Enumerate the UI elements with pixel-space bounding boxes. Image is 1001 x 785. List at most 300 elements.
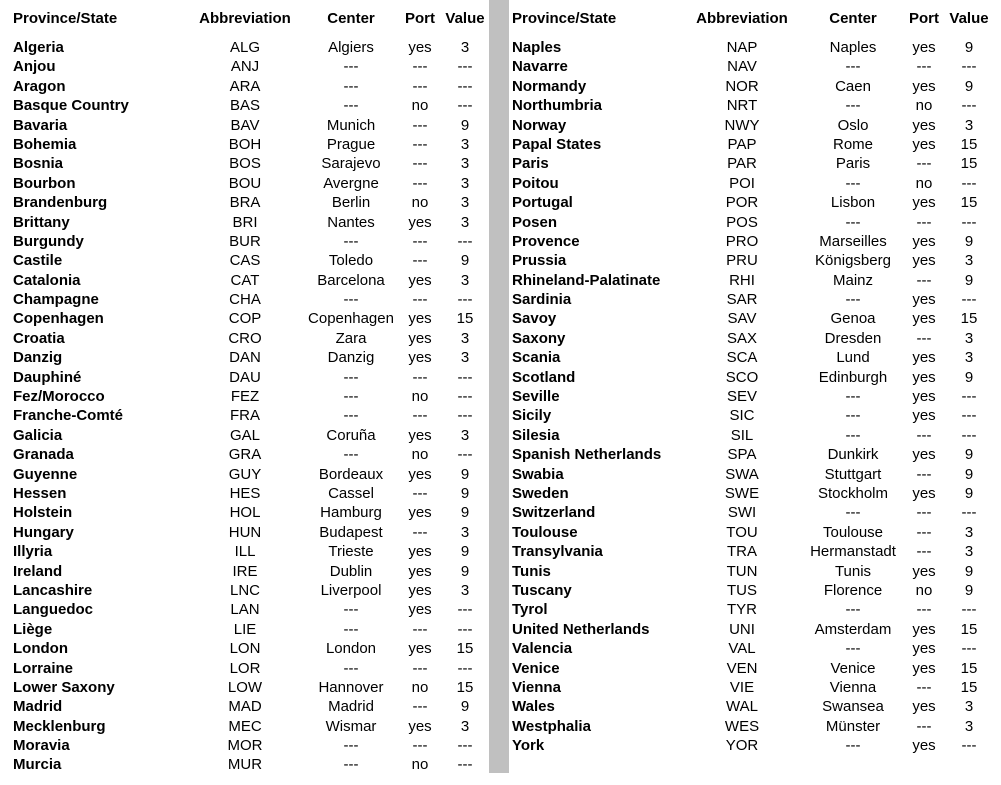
- header-province: Province/State: [512, 10, 617, 27]
- province-cell: Basque Country: [13, 97, 129, 115]
- province-cell: Tuscany: [512, 581, 572, 599]
- province-cell: Scotland: [512, 368, 576, 386]
- port-cell: ---: [412, 291, 428, 309]
- table-row: [509, 620, 1001, 639]
- center-cell: Stockholm: [817, 484, 889, 502]
- province-cell: Champagne: [13, 291, 99, 309]
- value-cell: 9: [964, 77, 974, 95]
- province-cell: Portugal: [512, 194, 573, 212]
- center-cell: Trieste: [328, 543, 374, 561]
- value-cell: 3: [964, 349, 974, 367]
- abbreviation-cell: GUY: [228, 465, 262, 483]
- table-row: [0, 465, 488, 484]
- value-cell: 3: [460, 135, 470, 153]
- value-cell: 3: [460, 523, 470, 541]
- port-cell: ---: [916, 504, 932, 522]
- abbreviation-cell: VAL: [728, 640, 756, 658]
- abbreviation-cell: SCO: [725, 368, 759, 386]
- port-cell: yes: [912, 291, 936, 309]
- value-cell: 3: [964, 329, 974, 347]
- port-cell: yes: [912, 368, 936, 386]
- table-row: [509, 387, 1001, 406]
- province-cell: Westphalia: [512, 717, 591, 735]
- port-cell: ---: [412, 620, 428, 638]
- province-cell: Vienna: [512, 678, 561, 696]
- value-cell: ---: [457, 601, 473, 619]
- table-row: [0, 542, 488, 561]
- port-cell: yes: [408, 329, 432, 347]
- table-row: [509, 639, 1001, 658]
- port-cell: yes: [408, 562, 432, 580]
- province-cell: Seville: [512, 388, 560, 406]
- abbreviation-cell: MEC: [228, 717, 262, 735]
- value-cell: 15: [960, 678, 978, 696]
- value-cell: ---: [961, 407, 977, 425]
- center-cell: Dunkirk: [827, 446, 879, 464]
- port-cell: no: [411, 756, 429, 774]
- value-cell: 15: [456, 310, 474, 328]
- province-cell: Granada: [13, 446, 74, 464]
- province-cell: Hessen: [13, 484, 67, 502]
- province-cell: York: [512, 737, 545, 755]
- abbreviation-cell: PAR: [727, 155, 757, 173]
- port-cell: yes: [912, 484, 936, 502]
- center-cell: ---: [343, 737, 359, 755]
- center-cell: Florence: [823, 581, 883, 599]
- province-cell: Languedoc: [13, 601, 94, 619]
- abbreviation-cell: ARA: [229, 77, 261, 95]
- center-cell: Danzig: [327, 349, 375, 367]
- table-row: [0, 116, 488, 135]
- abbreviation-cell: LON: [229, 640, 261, 658]
- value-cell: 9: [964, 271, 974, 289]
- center-cell: ---: [845, 407, 861, 425]
- center-cell: Stuttgart: [824, 465, 882, 483]
- center-cell: Marseilles: [819, 232, 887, 250]
- table-row: [509, 77, 1001, 96]
- value-cell: 9: [964, 562, 974, 580]
- value-cell: ---: [457, 291, 473, 309]
- province-cell: Sweden: [512, 484, 569, 502]
- value-cell: ---: [457, 620, 473, 638]
- center-cell: ---: [845, 174, 861, 192]
- center-cell: Liverpool: [320, 581, 382, 599]
- value-cell: ---: [457, 388, 473, 406]
- center-cell: Barcelona: [317, 271, 385, 289]
- center-cell: Toledo: [328, 252, 374, 270]
- table-row: [509, 213, 1001, 232]
- table-row: [0, 484, 488, 503]
- center-cell: ---: [845, 737, 861, 755]
- province-cell: Valencia: [512, 640, 573, 658]
- province-cell: Rhineland-Palatinate: [512, 271, 661, 289]
- header-port: Port: [405, 10, 435, 27]
- value-cell: 9: [460, 252, 470, 270]
- value-cell: 15: [456, 640, 474, 658]
- port-cell: no: [915, 581, 933, 599]
- center-cell: Coruña: [326, 426, 376, 444]
- column-divider: [489, 0, 509, 773]
- table-row: [509, 232, 1001, 251]
- abbreviation-cell: TUN: [726, 562, 758, 580]
- abbreviation-cell: SWA: [725, 465, 759, 483]
- table-row: [0, 736, 488, 755]
- value-cell: 3: [460, 194, 470, 212]
- abbreviation-cell: MAD: [228, 698, 262, 716]
- port-cell: ---: [916, 213, 932, 231]
- table-row: [509, 406, 1001, 425]
- right-table-body: [509, 38, 1001, 755]
- abbreviation-cell: MOR: [227, 737, 263, 755]
- table-row: [509, 271, 1001, 290]
- center-cell: ---: [343, 232, 359, 250]
- value-cell: 9: [460, 484, 470, 502]
- value-cell: ---: [961, 388, 977, 406]
- abbreviation-cell: PRO: [725, 232, 759, 250]
- table-row: [0, 309, 488, 328]
- province-cell: Burgundy: [13, 232, 84, 250]
- province-cell: Sardinia: [512, 291, 572, 309]
- port-cell: yes: [408, 640, 432, 658]
- abbreviation-cell: SAX: [726, 329, 758, 347]
- abbreviation-cell: NOR: [725, 77, 759, 95]
- port-cell: yes: [912, 194, 936, 212]
- center-cell: Prague: [326, 135, 376, 153]
- province-cell: Wales: [512, 698, 555, 716]
- header-center: Center: [327, 10, 375, 27]
- province-cell: Aragon: [13, 77, 66, 95]
- value-cell: 9: [964, 465, 974, 483]
- value-cell: ---: [961, 291, 977, 309]
- header-province: Province/State: [13, 10, 118, 27]
- table-row: [0, 581, 488, 600]
- port-cell: yes: [912, 737, 936, 755]
- port-cell: yes: [912, 446, 936, 464]
- value-cell: ---: [961, 640, 977, 658]
- province-cell: Castile: [13, 252, 63, 270]
- port-cell: yes: [408, 271, 432, 289]
- port-cell: ---: [412, 407, 428, 425]
- province-cell: Galicia: [13, 426, 63, 444]
- value-cell: 9: [964, 484, 974, 502]
- port-cell: ---: [916, 155, 932, 173]
- port-cell: yes: [408, 310, 432, 328]
- abbreviation-cell: SAR: [726, 291, 758, 309]
- abbreviation-cell: FEZ: [230, 388, 260, 406]
- value-cell: 3: [460, 426, 470, 444]
- abbreviation-cell: CHA: [229, 291, 261, 309]
- abbreviation-cell: TYR: [727, 601, 757, 619]
- abbreviation-cell: TOU: [726, 523, 758, 541]
- table-row: [509, 38, 1001, 57]
- abbreviation-cell: LAN: [230, 601, 260, 619]
- center-cell: Copenhagen: [308, 310, 394, 328]
- province-cell: Paris: [512, 155, 549, 173]
- port-cell: yes: [912, 620, 936, 638]
- value-cell: ---: [457, 737, 473, 755]
- port-cell: yes: [912, 232, 936, 250]
- center-cell: ---: [845, 213, 861, 231]
- abbreviation-cell: ALG: [229, 39, 261, 56]
- province-cell: Switzerland: [512, 504, 596, 522]
- value-cell: 15: [960, 155, 978, 173]
- table-row: [509, 174, 1001, 193]
- table-row: [509, 348, 1001, 367]
- center-cell: Tunis: [834, 562, 872, 580]
- port-cell: ---: [916, 523, 932, 541]
- abbreviation-cell: NRT: [726, 97, 758, 115]
- abbreviation-cell: TRA: [727, 543, 757, 561]
- province-cell: Toulouse: [512, 523, 578, 541]
- value-cell: 3: [460, 349, 470, 367]
- province-cell: Transylvania: [512, 543, 603, 561]
- value-cell: 15: [456, 678, 474, 696]
- center-cell: ---: [343, 407, 359, 425]
- center-cell: ---: [845, 388, 861, 406]
- left-table: [0, 0, 488, 775]
- port-cell: ---: [916, 678, 932, 696]
- port-cell: yes: [912, 349, 936, 367]
- abbreviation-cell: IRE: [232, 562, 258, 580]
- province-cell: Madrid: [13, 698, 63, 716]
- header-value: Value: [445, 10, 485, 27]
- table-row: [509, 697, 1001, 716]
- center-cell: ---: [343, 388, 359, 406]
- table-row: [509, 290, 1001, 309]
- province-cell: Lancashire: [13, 581, 93, 599]
- center-cell: Caen: [835, 77, 871, 95]
- abbreviation-cell: BOS: [229, 155, 261, 173]
- port-cell: ---: [916, 271, 932, 289]
- header-abbreviation: Abbreviation: [199, 10, 291, 27]
- center-cell: Naples: [829, 39, 877, 56]
- province-cell: Bavaria: [13, 116, 68, 134]
- center-cell: ---: [343, 97, 359, 115]
- port-cell: ---: [412, 523, 428, 541]
- value-cell: ---: [457, 58, 473, 76]
- table-row: [509, 581, 1001, 600]
- center-cell: Sarajevo: [321, 155, 381, 173]
- center-cell: ---: [845, 58, 861, 76]
- table-row: [0, 290, 488, 309]
- province-cell: Sicily: [512, 407, 552, 425]
- center-cell: Venice: [830, 659, 876, 677]
- abbreviation-cell: BUR: [229, 232, 261, 250]
- header-port: Port: [909, 10, 939, 27]
- table-row: [509, 96, 1001, 115]
- province-cell: Anjou: [13, 58, 56, 76]
- port-cell: yes: [912, 310, 936, 328]
- province-cell: Savoy: [512, 310, 557, 328]
- center-cell: ---: [845, 426, 861, 444]
- table-row: [509, 659, 1001, 678]
- center-cell: ---: [343, 756, 359, 774]
- abbreviation-cell: NWY: [724, 116, 760, 134]
- table-row: [0, 135, 488, 154]
- center-cell: ---: [845, 291, 861, 309]
- abbreviation-cell: SEV: [726, 388, 758, 406]
- table-row: [0, 406, 488, 425]
- abbreviation-cell: BAV: [230, 116, 260, 134]
- table-row: [0, 445, 488, 464]
- port-cell: yes: [912, 659, 936, 677]
- value-cell: 3: [460, 717, 470, 735]
- port-cell: ---: [412, 174, 428, 192]
- center-cell: Munich: [326, 116, 376, 134]
- center-cell: Hamburg: [320, 504, 382, 522]
- province-cell: Norway: [512, 116, 567, 134]
- abbreviation-cell: CAT: [230, 271, 260, 289]
- center-cell: Hannover: [318, 678, 384, 696]
- port-cell: yes: [912, 77, 936, 95]
- value-cell: 3: [964, 252, 974, 270]
- value-cell: ---: [961, 174, 977, 192]
- center-cell: Berlin: [331, 194, 371, 212]
- abbreviation-cell: MUR: [227, 756, 263, 774]
- table-row: [0, 193, 488, 212]
- province-cell: Moravia: [13, 737, 70, 755]
- province-cell: Danzig: [13, 349, 63, 367]
- port-cell: ---: [412, 116, 428, 134]
- value-cell: ---: [457, 232, 473, 250]
- value-cell: ---: [961, 97, 977, 115]
- table-row: [0, 174, 488, 193]
- center-cell: Madrid: [328, 698, 374, 716]
- center-cell: ---: [343, 659, 359, 677]
- port-cell: no: [411, 194, 429, 212]
- table-row: [0, 755, 488, 774]
- province-cell: Lorraine: [13, 659, 74, 677]
- center-cell: Budapest: [319, 523, 383, 541]
- province-cell: Venice: [512, 659, 560, 677]
- port-cell: yes: [912, 116, 936, 134]
- table-row: [509, 251, 1001, 270]
- port-cell: yes: [408, 601, 432, 619]
- value-cell: 3: [964, 698, 974, 716]
- center-cell: ---: [845, 97, 861, 115]
- value-cell: 9: [460, 698, 470, 716]
- abbreviation-cell: UNI: [729, 620, 755, 638]
- table-header: [0, 0, 488, 38]
- table-row: [509, 57, 1001, 76]
- value-cell: 9: [964, 39, 974, 56]
- center-cell: Cassel: [328, 484, 374, 502]
- port-cell: ---: [916, 601, 932, 619]
- center-cell: London: [325, 640, 377, 658]
- port-cell: yes: [408, 213, 432, 231]
- value-cell: 9: [460, 543, 470, 561]
- abbreviation-cell: ILL: [234, 543, 256, 561]
- abbreviation-cell: HOL: [229, 504, 261, 522]
- abbreviation-cell: LOR: [229, 659, 261, 677]
- value-cell: 15: [960, 194, 978, 212]
- value-cell: ---: [961, 504, 977, 522]
- center-cell: Königsberg: [815, 252, 891, 270]
- center-cell: Oslo: [837, 116, 869, 134]
- province-cell: Northumbria: [512, 97, 602, 115]
- province-cell: Dauphiné: [13, 368, 82, 386]
- abbreviation-cell: LOW: [227, 678, 263, 696]
- province-cell: Poitou: [512, 174, 559, 192]
- center-cell: ---: [845, 504, 861, 522]
- port-cell: ---: [412, 252, 428, 270]
- value-cell: 9: [964, 368, 974, 386]
- center-cell: Avergne: [323, 174, 379, 192]
- port-cell: no: [411, 446, 429, 464]
- province-cell: Franche-Comté: [13, 407, 124, 425]
- table-row: [509, 368, 1001, 387]
- table-row: [0, 38, 488, 57]
- abbreviation-cell: LIE: [233, 620, 257, 638]
- port-cell: yes: [408, 349, 432, 367]
- center-cell: ---: [343, 58, 359, 76]
- port-cell: yes: [912, 39, 936, 56]
- abbreviation-cell: POR: [725, 194, 759, 212]
- abbreviation-cell: NAV: [727, 58, 757, 76]
- province-cell: United Netherlands: [512, 620, 650, 638]
- abbreviation-cell: BOU: [228, 174, 262, 192]
- center-cell: Algiers: [328, 39, 374, 56]
- province-cell: Navarre: [512, 58, 568, 76]
- table-row: [509, 736, 1001, 755]
- table-row: [0, 251, 488, 270]
- value-cell: 9: [964, 446, 974, 464]
- table-row: [509, 426, 1001, 445]
- port-cell: no: [411, 388, 429, 406]
- table-row: [509, 717, 1001, 736]
- port-cell: yes: [408, 39, 432, 56]
- value-cell: 3: [964, 717, 974, 735]
- province-cell: Tunis: [512, 562, 551, 580]
- table-row: [0, 348, 488, 367]
- value-cell: ---: [961, 213, 977, 231]
- table-row: [0, 717, 488, 736]
- table-row: [509, 600, 1001, 619]
- value-cell: 3: [460, 213, 470, 231]
- center-cell: ---: [343, 601, 359, 619]
- abbreviation-cell: COP: [228, 310, 262, 328]
- port-cell: ---: [916, 329, 932, 347]
- port-cell: ---: [412, 737, 428, 755]
- abbreviation-cell: TUS: [727, 581, 757, 599]
- port-cell: ---: [412, 659, 428, 677]
- table-header: [509, 0, 1001, 38]
- table-row: [509, 542, 1001, 561]
- value-cell: 3: [964, 116, 974, 134]
- province-cell: Mecklenburg: [13, 717, 106, 735]
- value-cell: ---: [961, 737, 977, 755]
- value-cell: 9: [460, 465, 470, 483]
- center-cell: ---: [845, 601, 861, 619]
- province-cell: Fez/Morocco: [13, 388, 105, 406]
- abbreviation-cell: BOH: [228, 135, 262, 153]
- port-cell: yes: [912, 562, 936, 580]
- table-row: [0, 639, 488, 658]
- province-cell: Bourbon: [13, 174, 76, 192]
- abbreviation-cell: VIE: [729, 678, 755, 696]
- province-cell: Naples: [512, 39, 562, 56]
- province-cell: Hungary: [13, 523, 74, 541]
- center-cell: Rome: [832, 135, 874, 153]
- center-cell: Dresden: [824, 329, 882, 347]
- table-row: [0, 368, 488, 387]
- abbreviation-cell: BRI: [232, 213, 258, 231]
- abbreviation-cell: PAP: [727, 135, 757, 153]
- port-cell: yes: [912, 407, 936, 425]
- table-row: [0, 562, 488, 581]
- value-cell: 3: [964, 543, 974, 561]
- table-row: [509, 523, 1001, 542]
